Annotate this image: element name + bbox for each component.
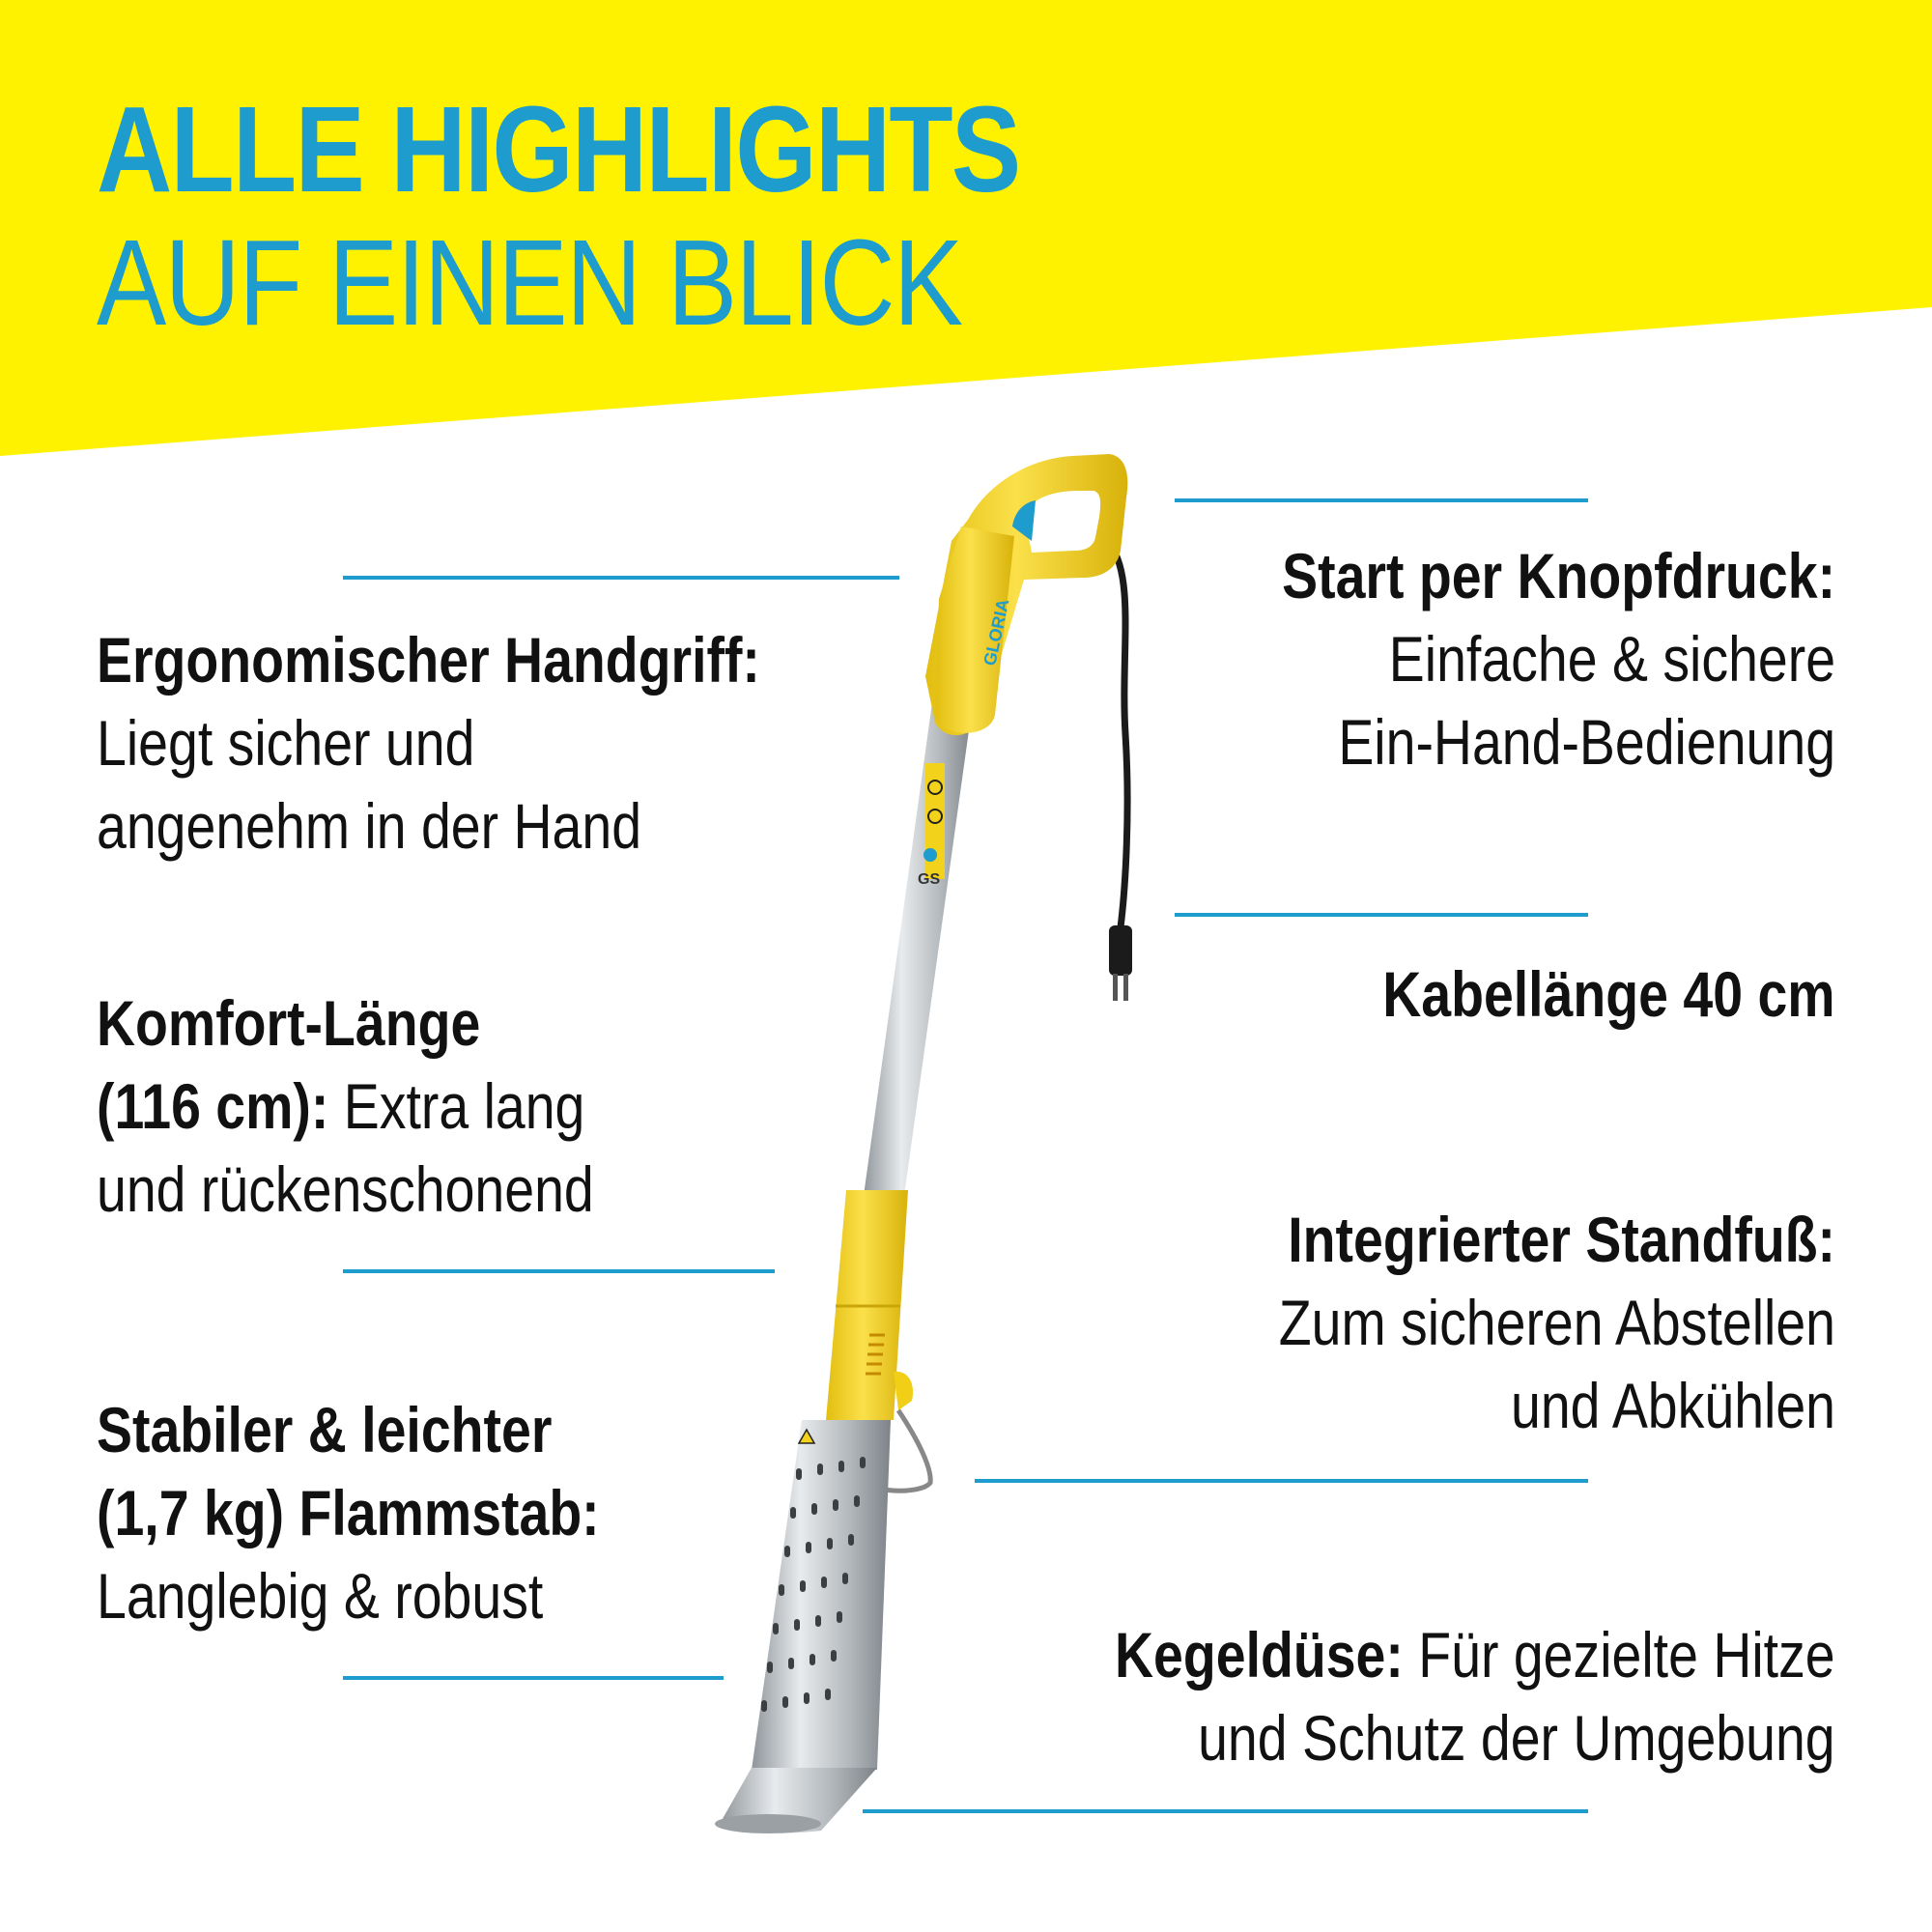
divider-left-2: [343, 1269, 775, 1273]
feature-stand-text-2: und Abkühlen: [1510, 1370, 1835, 1441]
stand-clip: [894, 1372, 913, 1410]
feature-weight-title-1: Stabiler & leichter: [97, 1394, 553, 1465]
feature-weight-text: Langlebig & robust: [97, 1560, 544, 1632]
plug-pin-left: [1113, 974, 1118, 1001]
plug-pin-right: [1123, 974, 1128, 1001]
gs-mark: GS: [918, 871, 941, 888]
divider-right-3: [975, 1479, 1588, 1483]
metal-shaft: [863, 696, 974, 1203]
divider-right-4: [863, 1809, 1588, 1813]
divider-right-2: [1175, 913, 1588, 917]
feature-start-text-2: Ein-Hand-Bedienung: [1338, 706, 1835, 778]
brand-label: GLORIA: [980, 597, 1013, 668]
feature-stand-text-1: Zum sicheren Abstellen: [1278, 1287, 1835, 1358]
feature-length-title: Komfort-Länge: [97, 987, 481, 1059]
divider-left-1: [343, 576, 899, 580]
label-icon-3: [923, 848, 937, 862]
plug-body: [1109, 925, 1132, 976]
feature-length-text-1: Extra lang: [343, 1070, 585, 1142]
headline-bold: ALLE HIGHLIGHTS: [97, 81, 1020, 217]
feature-length-value: (116 cm):: [97, 1070, 329, 1142]
feature-handgrip-text-1: Liegt sicher und: [97, 707, 475, 779]
feature-weight: [97, 1388, 600, 1637]
feature-nozzle-text-1: Für gezielte Hitze: [1418, 1619, 1835, 1690]
feature-stand: [1279, 1198, 1835, 1447]
headline-light: AUF EINEN BLICK: [97, 214, 962, 351]
feature-cable-length: [1383, 952, 1835, 1036]
feature-handgrip-title: Ergonomischer Handgriff:: [97, 624, 760, 696]
feature-start-title: Start per Knopfdruck:: [1282, 540, 1835, 611]
feature-stand-title: Integrierter Standfuß:: [1288, 1204, 1835, 1275]
feature-handgrip-text-2: angenehm in der Hand: [97, 790, 642, 862]
feature-nozzle-title: Kegeldüse:: [1115, 1619, 1405, 1690]
power-cord: [1111, 546, 1127, 927]
nozzle-rim: [715, 1814, 821, 1833]
feature-cable-title: Kabellänge 40 cm: [1382, 958, 1835, 1030]
feature-length-text-2: und rückenschonend: [97, 1153, 594, 1225]
feature-start-button: [1282, 534, 1835, 783]
divider-right-1: [1175, 498, 1588, 502]
feature-nozzle-text-2: und Schutz der Umgebung: [1198, 1702, 1835, 1774]
feature-handgrip: [97, 618, 760, 867]
divider-left-3: [343, 1676, 724, 1680]
feature-weight-title-2: (1,7 kg) Flammstab:: [97, 1477, 600, 1548]
feature-length: [97, 981, 594, 1231]
feature-start-text-1: Einfache & sichere: [1388, 623, 1835, 695]
feature-cone-nozzle: [1115, 1613, 1835, 1779]
